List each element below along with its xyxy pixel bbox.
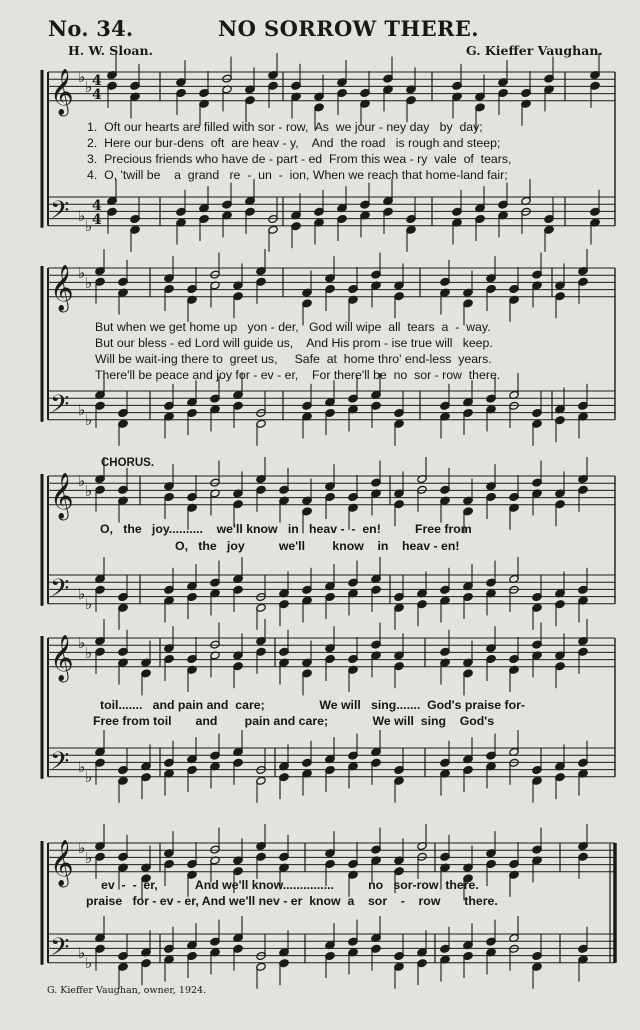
verse-2-line-2: But our bless - ed Lord will guide us, And His prom - ise true will keep. [95, 336, 493, 350]
time-signature: 4 [92, 73, 102, 89]
verse-3-line-2: Will be wait-ing there to greet us, Safe at home thro' end-less years. [95, 352, 492, 366]
bass-clef-icon: 𝄢 [50, 574, 70, 609]
bass-clef-icon: 𝄢 [50, 390, 70, 425]
flat-icon: ♭ [78, 944, 86, 962]
bass-clef-icon: 𝄢 [50, 933, 70, 968]
flat-icon: ♭ [85, 78, 93, 96]
verse-3-line-1: 3. Precious friends who have de - part - ed From this wea - ry vale of tears, [87, 152, 512, 166]
flat-icon: ♭ [78, 634, 86, 652]
bass-clef-icon: 𝄢 [50, 747, 70, 782]
verse-1-line-1: 1. Oft our hearts are filled with sor - row, As we jour - ney day by day; [87, 120, 483, 134]
treble-clef-icon: 𝄞 [50, 635, 74, 681]
flat-icon: ♭ [78, 585, 86, 603]
flat-icon: ♭ [85, 411, 93, 429]
verse-1-line-2: But when we get home up yon - der, God will wipe all tears a - way. [95, 320, 491, 334]
chorus-lyric-3-lower: O, the joy we'll know in heav - en! [175, 539, 460, 553]
verse-4-line-2: There'll be peace and joy for - ev - er, For there'll be no sor - row there. [95, 368, 501, 382]
flat-icon: ♭ [85, 482, 93, 500]
chorus-lyric-5-upper: ev - - er, And we'll know............... no sor-row there. [101, 878, 479, 892]
flat-icon: ♭ [78, 401, 86, 419]
chorus-lyric-4-upper: toil....... and pain and care; We will sing....... God's praise for- [100, 698, 525, 712]
chorus-lyric-3-upper: O, the joy.......... we'll know in heav - - en! Free from [100, 522, 472, 536]
flat-icon: ♭ [78, 839, 86, 857]
bass-clef-icon: 𝄢 [50, 196, 70, 231]
treble-clef-icon: 𝄞 [50, 473, 74, 519]
flat-icon: ♭ [78, 264, 86, 282]
flat-icon: ♭ [85, 274, 93, 292]
flat-icon: ♭ [85, 595, 93, 613]
lyricist: H. W. Sloan. [68, 43, 153, 58]
time-signature: 4 [92, 212, 102, 228]
time-signature: 4 [92, 198, 102, 214]
chorus-label: CHORUS. [101, 457, 155, 469]
flat-icon: ♭ [85, 768, 93, 786]
verse-2-line-1: 2. Here our bur-dens oft are heav - y, And the road is rough and steep; [87, 136, 501, 150]
flat-icon: ♭ [78, 207, 86, 225]
hymn-number: No. 34. [48, 16, 134, 41]
flat-icon: ♭ [85, 954, 93, 972]
treble-clef-icon: 𝄞 [50, 69, 74, 115]
flat-icon: ♭ [78, 68, 86, 86]
copyright-footer: G. Kieffer Vaughan, owner, 1924. [47, 985, 207, 996]
treble-clef-icon: 𝄞 [50, 840, 74, 886]
hymn-title: NO SORROW THERE. [218, 16, 479, 41]
flat-icon: ♭ [85, 849, 93, 867]
flat-icon: ♭ [78, 758, 86, 776]
treble-clef-icon: 𝄞 [50, 265, 74, 311]
verse-4-line-1: 4. O, 'twill be a grand re - un - ion, When we reach that home-land fair; [87, 168, 508, 182]
chorus-lyric-4-lower: Free from toil and pain and care; We will sing God's [93, 714, 495, 728]
flat-icon: ♭ [85, 644, 93, 662]
time-signature: 4 [92, 87, 102, 103]
composer: G. Kieffer Vaughan. [466, 43, 603, 58]
chorus-lyric-5-lower: praise for - ev - er, And we'll nev - er know a sor - row there. [86, 894, 498, 908]
flat-icon: ♭ [78, 472, 86, 490]
flat-icon: ♭ [85, 217, 93, 235]
